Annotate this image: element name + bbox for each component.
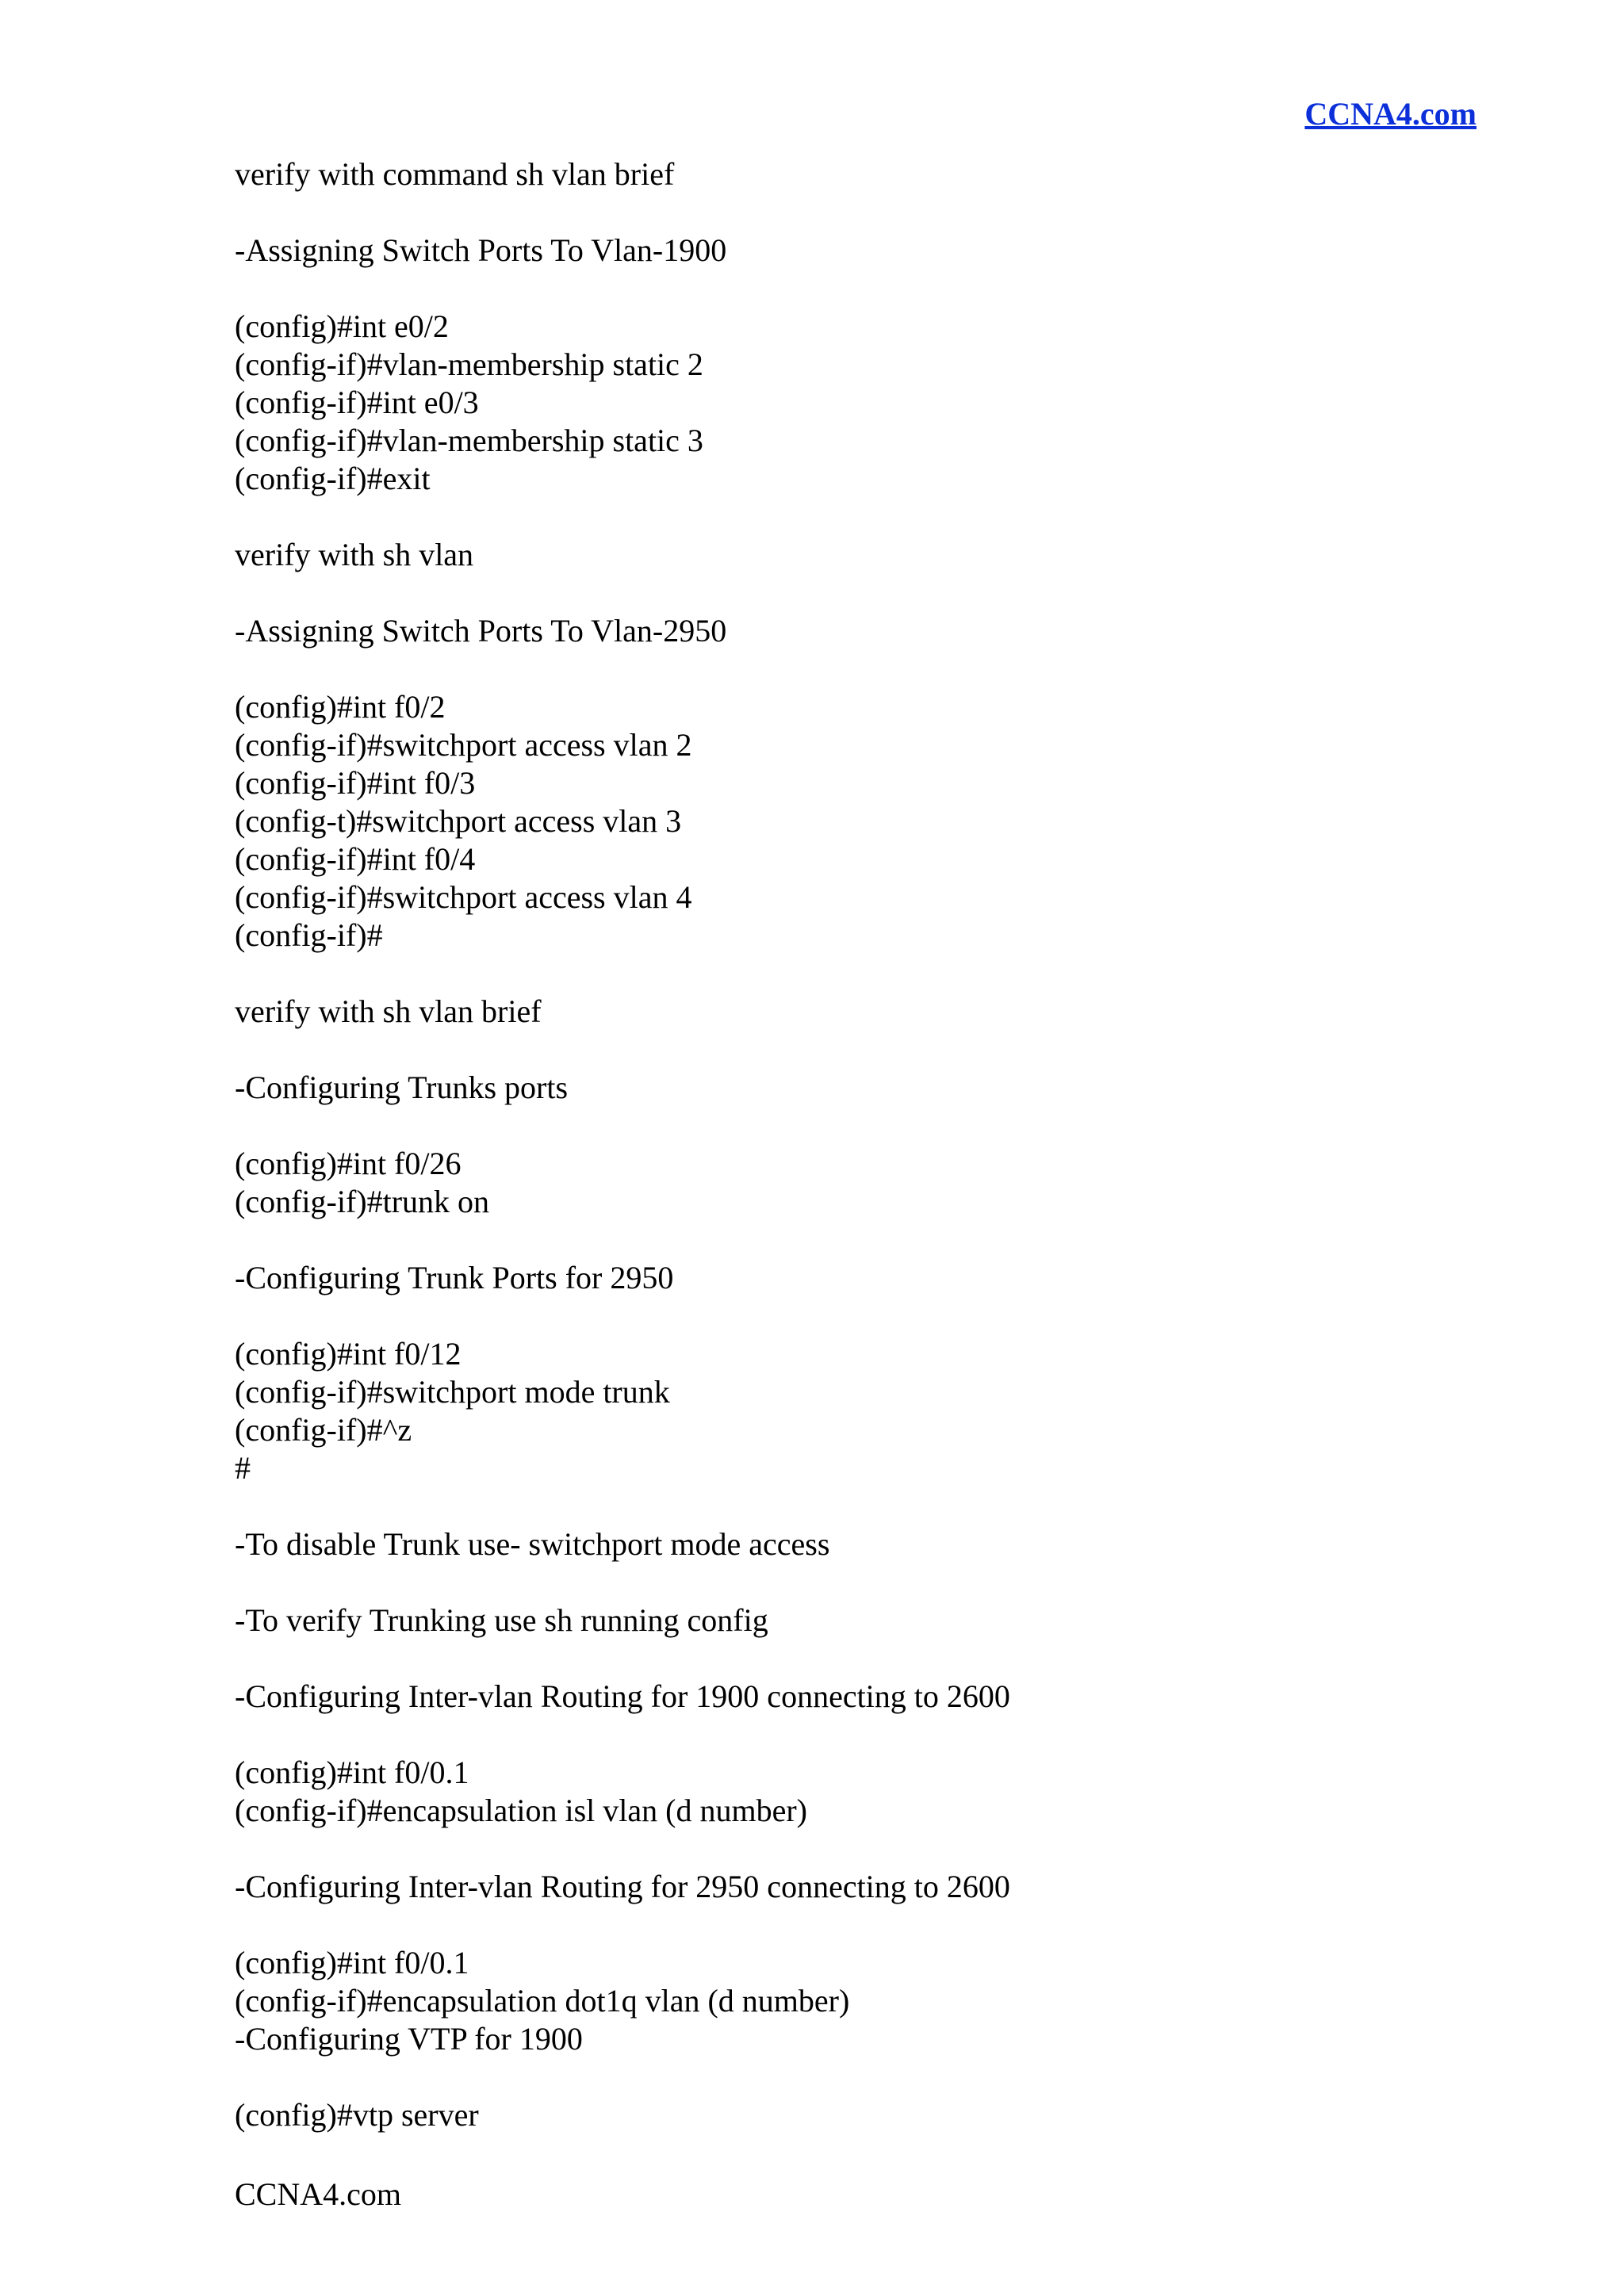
blank-line [235,498,1503,536]
blank-line [235,1906,1503,1944]
blank-line [235,650,1503,688]
blank-line [235,1640,1503,1678]
header-site-link[interactable]: CCNA4.com [1304,96,1477,132]
document-line: (config-if)#vlan-membership static 2 [235,346,703,382]
blank-line [235,1563,1503,1601]
document-line: (config-if)#int f0/4 [235,841,476,877]
document-line: -Configuring Inter-vlan Routing for 1900 connecting to 2600 [235,1678,1010,1714]
document-line: (config-if)#vlan-membership static 3 [235,423,703,458]
document-line: -Configuring Trunks ports [235,1070,569,1105]
document-line: -Assigning Switch Ports To Vlan-1900 [235,232,727,268]
document-line: verify with sh vlan [235,537,474,572]
document-line: (config-if)#encapsulation isl vlan (d number) [235,1793,807,1828]
document-line: (config)#int f0/12 [235,1336,462,1372]
document-line: (config)#int f0/0.1 [235,1945,469,1980]
document-line: -Configuring Inter-vlan Routing for 2950 connecting to 2600 [235,1869,1010,1904]
document-line: (config)#int e0/2 [235,308,449,344]
document-body [235,155,1503,2134]
document-line: -Configuring VTP for 1900 [235,2021,583,2057]
blank-line [235,1487,1503,1525]
blank-line [235,1830,1503,1868]
document-line: -To verify Trunking use sh running config [235,1602,768,1638]
document-line: (config)#int f0/2 [235,689,446,725]
blank-line [235,193,1503,232]
document-line: (config-t)#switchport access vlan 3 [235,803,682,839]
blank-line [235,1031,1503,1069]
blank-line [235,955,1503,993]
footer-site-text: CCNA4.com [235,2176,401,2212]
document-line: # [235,1450,251,1486]
blank-line [235,2058,1503,2096]
document-line: (config-if)#switchport mode trunk [235,1374,670,1410]
blank-line [235,1716,1503,1754]
blank-line [235,574,1503,612]
document-line: (config-if)# [235,917,383,953]
document-line: (config)#int f0/26 [235,1146,462,1181]
blank-line [235,1297,1503,1335]
document-line: -Configuring Trunk Ports for 2950 [235,1260,674,1295]
document-line: -Assigning Switch Ports To Vlan-2950 [235,613,727,649]
document-line: (config-if)#trunk on [235,1184,490,1219]
document-line: verify with sh vlan brief [235,993,542,1029]
document-line: (config-if)#^z [235,1412,412,1448]
document-line: -To disable Trunk use- switchport mode access [235,1526,830,1562]
document-line: (config)#int f0/0.1 [235,1755,469,1790]
blank-line [235,1221,1503,1259]
document-line: (config-if)#exit [235,461,431,496]
document-line: verify with command sh vlan brief [235,156,675,192]
blank-line [235,270,1503,308]
document-line: (config-if)#encapsulation dot1q vlan (d number) [235,1983,850,2019]
blank-line [235,1107,1503,1145]
document-line: (config-if)#switchport access vlan 4 [235,879,692,915]
document-line: (config-if)#switchport access vlan 2 [235,727,692,763]
document-line: (config-if)#int e0/3 [235,385,479,420]
document-line: (config)#vtp server [235,2097,479,2133]
document-line: (config-if)#int f0/3 [235,765,476,801]
